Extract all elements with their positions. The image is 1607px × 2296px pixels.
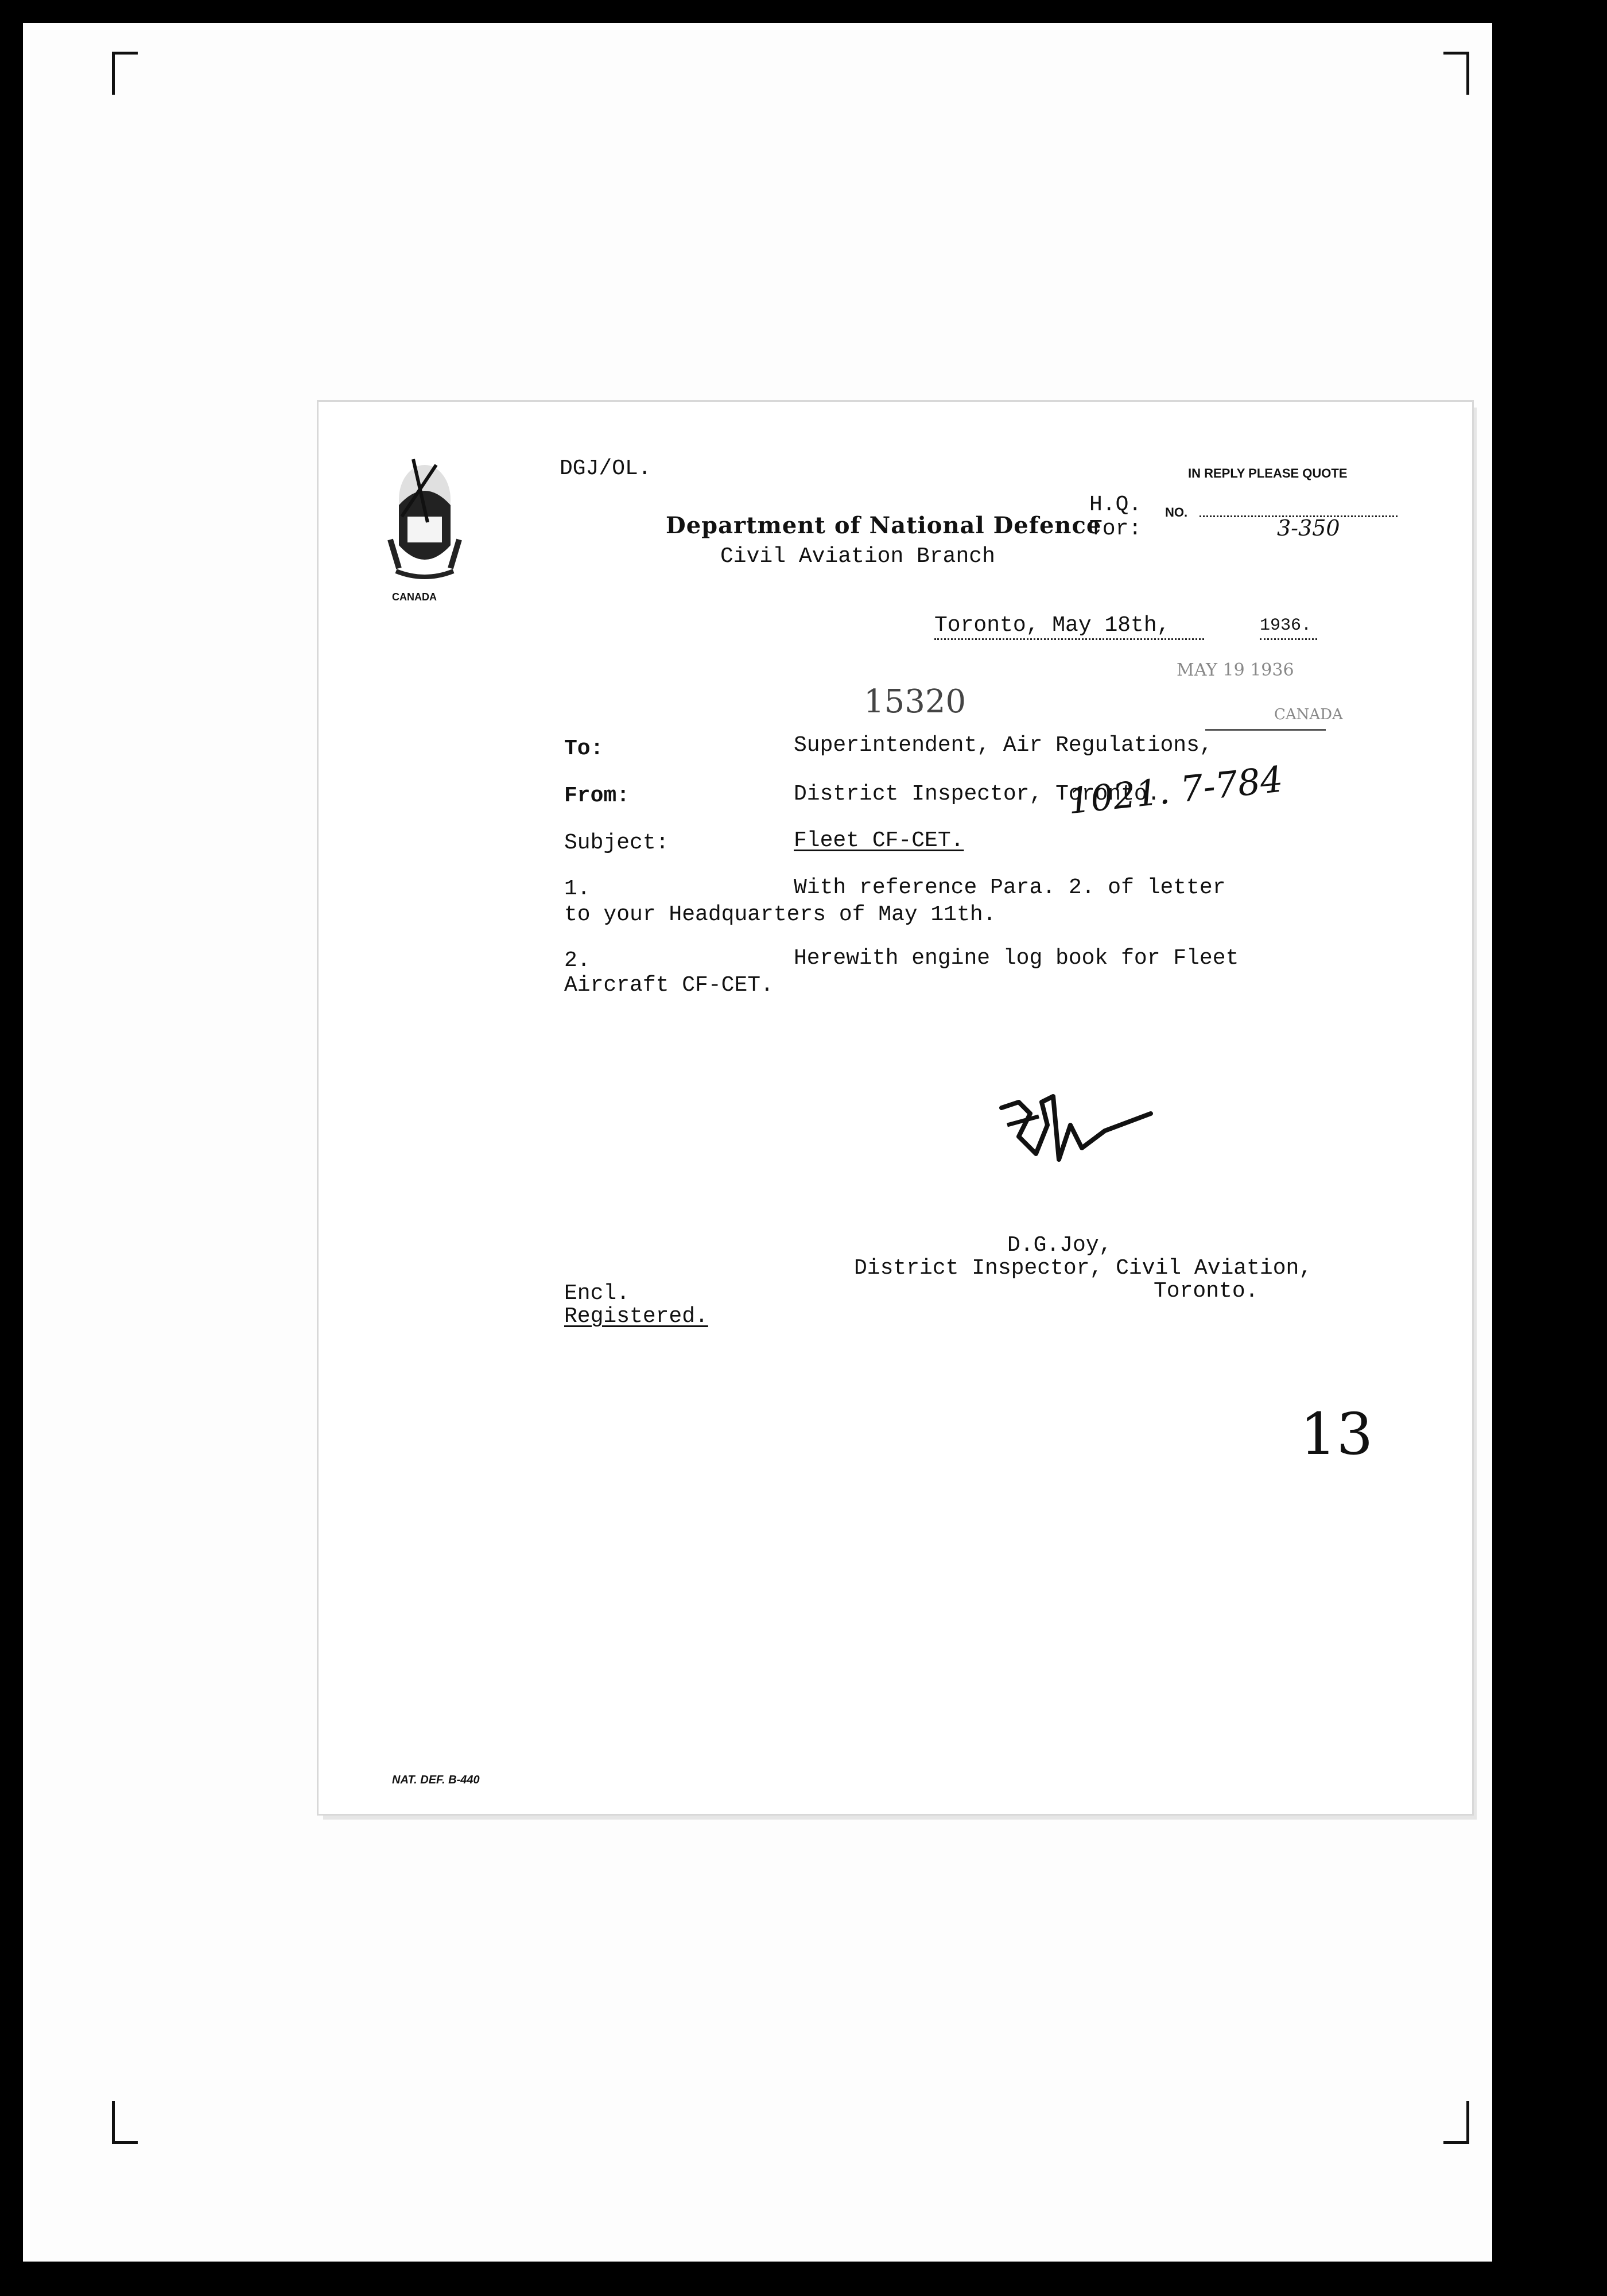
number-label: NO.	[1165, 505, 1188, 519]
paragraph-1-line-2: to your Headquarters of May 11th.	[564, 902, 996, 927]
subject-label: Subject:	[564, 831, 669, 855]
reply-quote-label: IN REPLY PLEASE QUOTE	[1188, 466, 1348, 480]
from-value: District Inspector, Toronto.	[794, 782, 1160, 806]
registry-number-stamp: 15320	[864, 683, 966, 720]
hq-label: H.Q.	[1089, 492, 1142, 517]
to-value: Superintendent, Air Regulations,	[794, 733, 1213, 758]
paragraph-2-line-2: Aircraft CF-CET.	[564, 973, 774, 998]
handwritten-signature	[996, 1091, 1156, 1182]
coat-of-arms-emblem	[373, 453, 476, 597]
handwritten-file-number: 1021. 7-784	[1066, 758, 1285, 823]
branch-heading: Civil Aviation Branch	[720, 544, 995, 569]
from-label: From:	[564, 784, 630, 808]
subject-value: Fleet CF-CET.	[794, 828, 964, 853]
crop-mark-bottom-right	[1443, 2101, 1469, 2144]
place-date: Toronto, May 18th,	[934, 613, 1204, 640]
letter-year: 1936.	[1260, 613, 1317, 640]
department-heading: Department of National Defence	[666, 512, 1102, 539]
crop-mark-top-left	[112, 52, 138, 95]
received-country-stamp: CANADA	[1274, 706, 1343, 723]
file-number: 3-350	[1277, 515, 1340, 541]
crop-mark-top-right	[1443, 52, 1469, 95]
crop-mark-bottom-left	[112, 2101, 138, 2144]
reference-initials: DGJ/OL.	[560, 456, 651, 481]
stamp-rule	[1205, 729, 1326, 731]
to-label: To:	[564, 736, 604, 761]
form-number: NAT. DEF. B-440	[392, 1774, 480, 1786]
handwritten-page-number: 13	[1300, 1401, 1373, 1468]
signatory-title: District Inspector, Civil Aviation,	[854, 1256, 1313, 1281]
paragraph-2-line-1: Herewith engine log book for Fleet	[794, 946, 1239, 971]
signatory-name: D.G.Joy,	[1007, 1233, 1112, 1258]
paragraph-1-line-1: With reference Para. 2. of letter	[794, 875, 1226, 900]
paragraph-1-number: 1.	[564, 876, 591, 901]
paragraph-2-number: 2.	[564, 948, 591, 973]
enclosure-label: Encl.	[564, 1281, 630, 1306]
received-date-stamp: MAY 19 1936	[1177, 660, 1294, 680]
registered-label: Registered.	[564, 1304, 708, 1329]
coat-of-arms-caption: CANADA	[392, 591, 437, 603]
toronto-label: Tor:	[1089, 517, 1142, 541]
signatory-city: Toronto.	[1154, 1279, 1259, 1304]
